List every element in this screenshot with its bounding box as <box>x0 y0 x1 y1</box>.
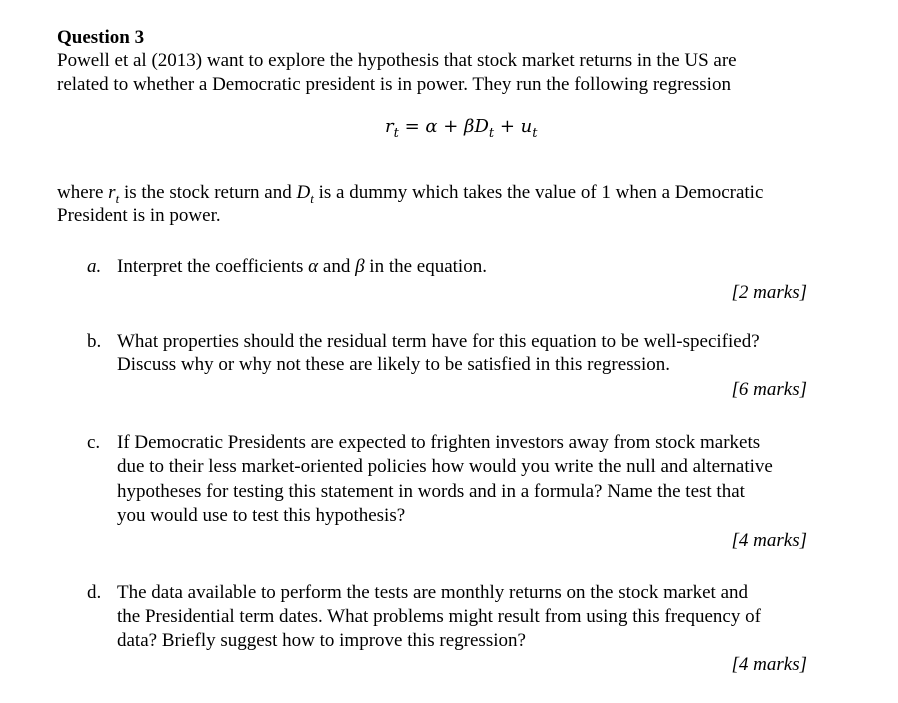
part-b-line-2: Discuss why or why not these are likely to be satisfied in this regression. <box>117 354 671 375</box>
part-c-line-3: hypotheses for testing this statement in words and in a formula? Name the test that <box>117 481 745 502</box>
part-d-line-2: the Presidential term dates. What problems might result from using this frequency of <box>117 606 761 627</box>
intro-line-2: related to whether a Democratic president is in power. They run the following regression <box>57 74 731 95</box>
eq-d-sub: t <box>488 126 495 141</box>
part-a-text <box>117 255 487 279</box>
part-b-label: b. <box>87 331 102 352</box>
eq-u-sub: t <box>532 126 538 141</box>
beta-symbol: β <box>355 256 365 277</box>
part-b-line-1: What properties should the residual term have for this equation to be well-specified? <box>117 331 760 352</box>
part-a-text-3: in the equation. <box>364 256 487 277</box>
eq-d: D <box>474 116 489 137</box>
part-d-line-1: The data available to perform the tests are monthly returns on the stock market and <box>117 582 749 603</box>
part-d-line-3: data? Briefly suggest how to improve this regression? <box>117 630 526 651</box>
where-text-3: is a dummy which takes the value of 1 when a Democratic <box>313 182 764 203</box>
regression-equation <box>385 115 538 141</box>
where-d-sub: t <box>310 191 314 206</box>
part-c-line-2: due to their less market-oriented policies how would you write the null and alternative <box>117 456 773 477</box>
eq-u: u <box>520 116 533 137</box>
eq-plus: + <box>494 116 521 137</box>
part-a-text-2: and <box>318 256 356 277</box>
where-text-2: is the stock return and <box>119 182 297 203</box>
part-c-marks: [4 marks] <box>731 530 807 551</box>
intro-line-1: Powell et al (2013) want to explore the hypothesis that stock market returns in the US are <box>57 50 737 71</box>
part-d-label: d. <box>87 582 102 603</box>
alpha-symbol: α <box>308 256 319 277</box>
where-r-sub: t <box>115 191 120 206</box>
part-a-label: a. <box>87 256 102 277</box>
eq-r: r <box>385 116 394 137</box>
eq-r-sub: t <box>393 126 399 141</box>
eq-rhs-prefix: = α + β <box>398 116 475 137</box>
part-a-text-1: Interpret the coefficients <box>117 256 309 277</box>
where-line-2: President is in power. <box>57 205 221 226</box>
part-d-marks: [4 marks] <box>731 654 807 675</box>
where-text-1: where <box>57 182 109 203</box>
question-title: Question 3 <box>57 27 145 48</box>
where-r: r <box>108 182 116 203</box>
where-d: D <box>296 182 311 203</box>
part-a-marks: [2 marks] <box>731 282 807 303</box>
where-line-1 <box>57 181 763 206</box>
part-b-marks: [6 marks] <box>731 379 807 400</box>
part-c-label: c. <box>87 432 101 453</box>
part-c-line-4: you would use to test this hypothesis? <box>117 505 406 526</box>
part-c-line-1: If Democratic Presidents are expected to frighten investors away from stock markets <box>117 432 761 453</box>
